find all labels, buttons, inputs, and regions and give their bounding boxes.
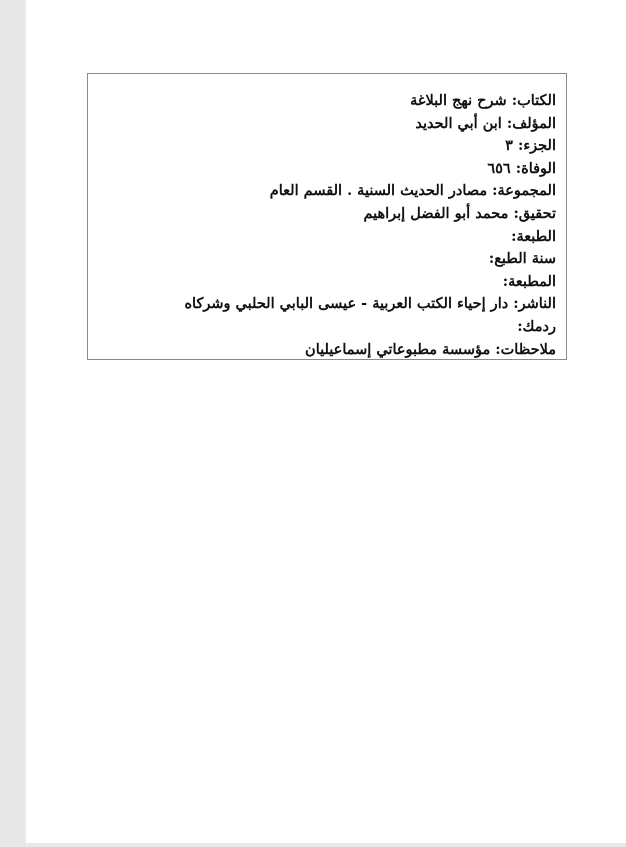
- info-value: شرح نهج البلاغة: [410, 92, 507, 109]
- book-info-list: [184, 90, 556, 361]
- info-line-notes: [184, 339, 556, 362]
- info-label: الناشر:: [513, 295, 556, 313]
- info-label: الجزء:: [518, 137, 556, 155]
- info-label: الطبعة:: [511, 227, 556, 245]
- info-label: سنة الطبع:: [488, 250, 556, 268]
- info-line-book: [184, 90, 556, 113]
- info-label: المجموعة:: [492, 182, 556, 200]
- info-line-collection: [184, 180, 556, 203]
- info-value: محمد أبو الفضل إبراهيم: [363, 204, 509, 222]
- info-label: المؤلف:: [506, 114, 556, 132]
- info-value: ٦٥٦: [487, 159, 511, 177]
- info-value: مصادر الحديث السنية . القسم العام: [269, 182, 488, 200]
- info-label: تحقيق:: [513, 204, 556, 222]
- info-label: ردمك:: [517, 317, 556, 335]
- info-line-volume: [184, 135, 556, 158]
- info-line-edition: [184, 226, 556, 249]
- info-line-death: [184, 158, 556, 181]
- info-label: الكتاب:: [511, 92, 556, 109]
- info-line-author: [184, 113, 556, 136]
- info-line-print-year: [184, 248, 556, 271]
- info-label: ملاحظات:: [495, 340, 556, 358]
- info-label: المطبعة:: [502, 272, 556, 290]
- info-value: مؤسسة مطبوعاتي إسماعيليان: [305, 340, 491, 358]
- info-value: ٣: [505, 137, 513, 155]
- info-line-press: [184, 271, 556, 294]
- document-page: [26, 0, 626, 843]
- info-line-isbn: [184, 316, 556, 339]
- info-line-editor: [184, 203, 556, 226]
- info-label: الوفاة:: [515, 159, 556, 177]
- book-info-box: [87, 73, 567, 360]
- info-value: ابن أبي الحديد: [415, 114, 502, 132]
- info-line-publisher: [184, 293, 556, 316]
- info-value: دار إحياء الكتب العربية - عيسى البابي الحلبي وشركاه: [184, 295, 509, 313]
